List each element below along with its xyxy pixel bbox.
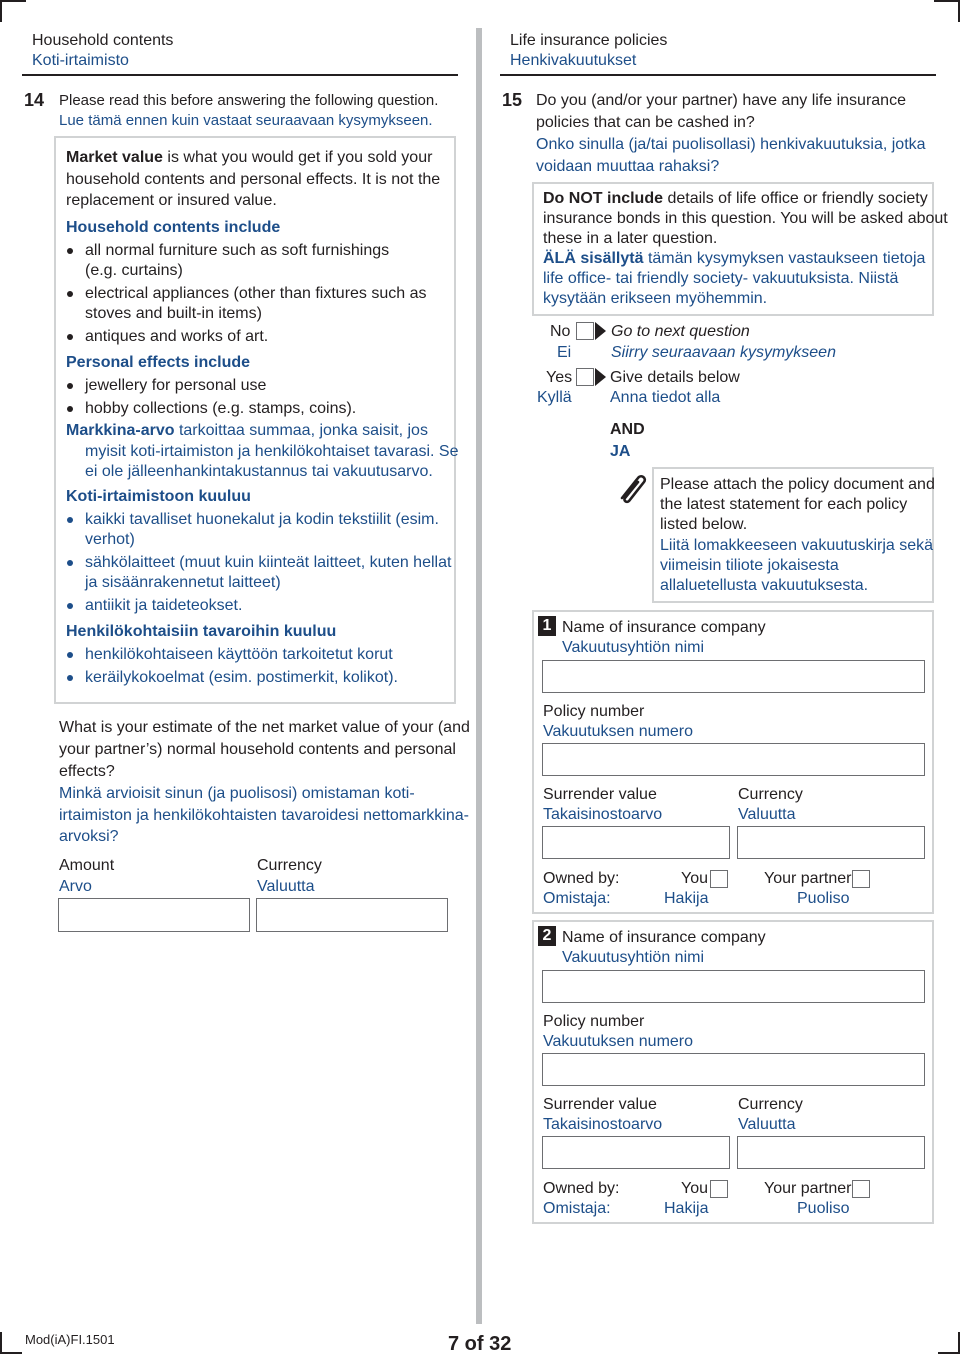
policy-number-badge: 1: [538, 616, 556, 636]
owner-partner-label: Your partner: [764, 870, 852, 887]
list-item: stoves and built-in items): [85, 305, 262, 322]
surrender-value-label: Surrender value: [543, 1096, 657, 1113]
attach-text-fi: allaluetellusta vakuutuksesta.: [660, 577, 869, 594]
arrow-right-icon: [595, 368, 606, 386]
note-text: these in a later question.: [543, 230, 718, 247]
policy-number-field[interactable]: [542, 1053, 925, 1086]
crop-mark: [0, 1332, 2, 1354]
surrender-value-label-fi: Takaisinostoarvo: [543, 806, 663, 823]
question-text-fi: Lue tämä ennen kuin vastaat seuraavaan kysymykseen.: [59, 112, 433, 129]
currency-field[interactable]: [737, 826, 925, 859]
crop-mark: [0, 0, 2, 22]
owned-by-label-fi: Omistaja:: [543, 890, 611, 907]
policy-number-label: Policy number: [543, 703, 645, 720]
owner-partner-checkbox[interactable]: [852, 870, 870, 888]
list-item: verhot): [85, 531, 135, 548]
amount-label-fi: Arvo: [59, 878, 92, 895]
company-name-label: Name of insurance company: [562, 619, 766, 636]
surrender-value-label: Surrender value: [543, 786, 657, 803]
currency-label: Currency: [738, 1096, 803, 1113]
estimate-question-fi: irtaimiston ja henkilökohtaisten tavaroidesi nettomarkkina-: [59, 807, 469, 824]
company-name-label-fi: Vakuutusyhtiön nimi: [562, 949, 704, 966]
question-number: 15: [502, 90, 523, 110]
estimate-question: your partner’s) normal household contents and personal: [59, 741, 456, 758]
crop-mark: [0, 0, 26, 2]
paperclip-icon: [614, 470, 650, 506]
no-action: Go to next question: [611, 323, 750, 340]
household-contents-heading-fi: Koti-irtaimistoon kuuluu: [66, 488, 251, 505]
currency-label-fi: Valuutta: [738, 1116, 796, 1133]
surrender-value-field[interactable]: [542, 826, 730, 859]
yes-action: Give details below: [610, 369, 740, 386]
section-title-fi: Henkivakuutukset: [510, 52, 637, 69]
personal-effects-heading-fi: Henkilökohtaisiin tavaroihin kuuluu: [66, 623, 337, 640]
owned-by-label-fi: Omistaja:: [543, 1200, 611, 1217]
note-text-fi: ÄLÄ sisällytä tämän kysymyksen vastaukseen tietoja: [543, 250, 926, 267]
note-text-fi: life office- tai friendly society- vakuutuksista. Niistä: [543, 270, 899, 287]
amount-field[interactable]: [58, 898, 250, 932]
note-text: Do NOT include details of life office or friendly society: [543, 190, 928, 207]
attach-text-fi: Liitä lomakkeeseen vakuutuskirja sekä: [660, 537, 934, 554]
list-item: (e.g. curtains): [85, 262, 183, 279]
crop-mark: [934, 0, 960, 2]
currency-field[interactable]: [256, 898, 448, 932]
estimate-question: What is your estimate of the net market value of your (and: [59, 719, 470, 736]
list-item: jewellery for personal use: [85, 377, 267, 394]
amount-label: Amount: [59, 857, 115, 874]
yes-label: Yes: [546, 369, 573, 386]
no-checkbox[interactable]: [576, 322, 594, 340]
surrender-value-label-fi: Takaisinostoarvo: [543, 1116, 663, 1133]
policy-number-label-fi: Vakuutuksen numero: [543, 1033, 694, 1050]
owner-you-checkbox[interactable]: [710, 870, 728, 888]
owner-partner-label-fi: Puoliso: [797, 890, 850, 907]
list-item: ja sisäänrakennetut laitteet): [85, 574, 281, 591]
currency-label: Currency: [257, 857, 322, 874]
list-item: sähkölaitteet (muut kuin kiinteät laitteet, kuten hellat: [85, 554, 452, 571]
no-label: No: [550, 323, 571, 340]
list-item: hobby collections (e.g. stamps, coins).: [85, 400, 357, 417]
attach-text: the latest statement for each policy: [660, 496, 908, 513]
list-item: henkilökohtaiseen käyttöön tarkoitetut korut: [85, 646, 393, 663]
bullet: [67, 652, 73, 658]
company-name-label: Name of insurance company: [562, 929, 766, 946]
currency-field[interactable]: [737, 1136, 925, 1169]
bullet: [67, 603, 73, 609]
list-item: kaikki tavalliset huonekalut ja kodin tekstiilit (esim.: [85, 511, 439, 528]
currency-label: Currency: [738, 786, 803, 803]
policy-number-label-fi: Vakuutuksen numero: [543, 723, 694, 740]
policy-number-field[interactable]: [542, 743, 925, 776]
estimate-question: effects?: [59, 763, 115, 780]
company-name-label-fi: Vakuutusyhtiön nimi: [562, 639, 704, 656]
estimate-question-fi: Minkä arvioisit sinun (ja puolisosi) omistaman koti-: [59, 785, 415, 802]
owner-you-label-fi: Hakija: [664, 890, 709, 907]
section-underline: [22, 74, 458, 76]
bullet: [67, 517, 73, 523]
owner-you-label-fi: Hakija: [664, 1200, 709, 1217]
and-label: AND: [610, 421, 645, 438]
bullet: [67, 248, 73, 254]
question-text: policies that can be cashed in?: [536, 114, 755, 131]
personal-effects-heading: Personal effects include: [66, 354, 251, 371]
note-text-fi: kysytään erikseen myöhemmin.: [543, 290, 768, 307]
company-name-field[interactable]: [542, 970, 925, 1003]
surrender-value-field[interactable]: [542, 1136, 730, 1169]
owner-you-label: You: [681, 1180, 708, 1197]
question-text: Do you (and/or your partner) have any life insurance: [536, 92, 906, 109]
attach-text-fi: viimeisin tiliote jokaisesta: [660, 557, 839, 574]
market-value-text-fi: ei ole jälleenhankintakustannus tai vakuutusarvo.: [85, 463, 433, 480]
estimate-question-fi: arvoksi?: [59, 828, 119, 845]
list-item: electrical appliances (other than fixtures such as: [85, 285, 427, 302]
bullet: [67, 383, 73, 389]
section-title-fi: Koti-irtaimisto: [32, 52, 129, 69]
owner-you-label: You: [681, 870, 708, 887]
yes-checkbox[interactable]: [576, 368, 594, 386]
market-value-text-fi: myisit koti-irtaimiston ja henkilökohtaiset tavarasi. Se: [85, 443, 459, 460]
market-value-text: Market value is what you would get if you sold your: [66, 149, 433, 166]
owner-partner-label: Your partner: [764, 1180, 852, 1197]
yes-action-fi: Anna tiedot alla: [610, 389, 721, 406]
owner-you-checkbox[interactable]: [710, 1180, 728, 1198]
bullet: [67, 406, 73, 412]
question-text: Please read this before answering the following question.: [59, 92, 439, 109]
question-text-fi: voidaan muuttaa rahaksi?: [536, 158, 720, 175]
attach-text: Please attach the policy document and: [660, 476, 935, 493]
list-item: antiques and works of art.: [85, 328, 269, 345]
arrow-right-icon: [595, 322, 606, 340]
policy-number-badge: 2: [538, 926, 556, 946]
no-action-fi: Siirry seuraavaan kysymykseen: [611, 344, 836, 361]
bullet: [67, 291, 73, 297]
currency-label-fi: Valuutta: [738, 806, 796, 823]
market-value-text: replacement or insured value.: [66, 192, 277, 209]
question-number: 14: [24, 90, 45, 110]
note-text: insurance bonds in this question. You will be asked about: [543, 210, 948, 227]
attach-text: listed below.: [660, 516, 748, 533]
policy-number-label: Policy number: [543, 1013, 645, 1030]
question-text-fi: Onko sinulla (ja/tai puolisollasi) henkivakuutuksia, jotka: [536, 136, 926, 153]
owned-by-label: Owned by:: [543, 1180, 620, 1197]
list-item: all normal furniture such as soft furnishings: [85, 242, 390, 259]
household-contents-heading: Household contents include: [66, 219, 281, 236]
owner-partner-label-fi: Puoliso: [797, 1200, 850, 1217]
owner-partner-checkbox[interactable]: [852, 1180, 870, 1198]
currency-label-fi: Valuutta: [257, 878, 315, 895]
yes-label-fi: Kyllä: [537, 389, 572, 406]
owned-by-label: Owned by:: [543, 870, 620, 887]
page-number: 7 of 32: [448, 1333, 512, 1355]
form-code: Mod(iA)FI.1501: [25, 1332, 115, 1347]
and-label-fi: JA: [610, 443, 631, 460]
market-value-text: household contents and personal effects. It is not the: [66, 171, 441, 188]
column-divider: [476, 28, 482, 1324]
list-item: antiikit ja taideteokset.: [85, 597, 243, 614]
list-item: keräilykokoelmat (esim. postimerkit, kolikot).: [85, 669, 398, 686]
section-title: Life insurance policies: [510, 32, 668, 49]
company-name-field[interactable]: [542, 660, 925, 693]
section-title: Household contents: [32, 32, 174, 49]
bullet: [67, 675, 73, 681]
bullet: [67, 334, 73, 340]
bullet: [67, 560, 73, 566]
no-label-fi: Ei: [557, 344, 572, 361]
market-value-text-fi: Markkina-arvo tarkoittaa summaa, jonka saisit, jos: [66, 422, 428, 439]
section-underline: [500, 74, 936, 76]
